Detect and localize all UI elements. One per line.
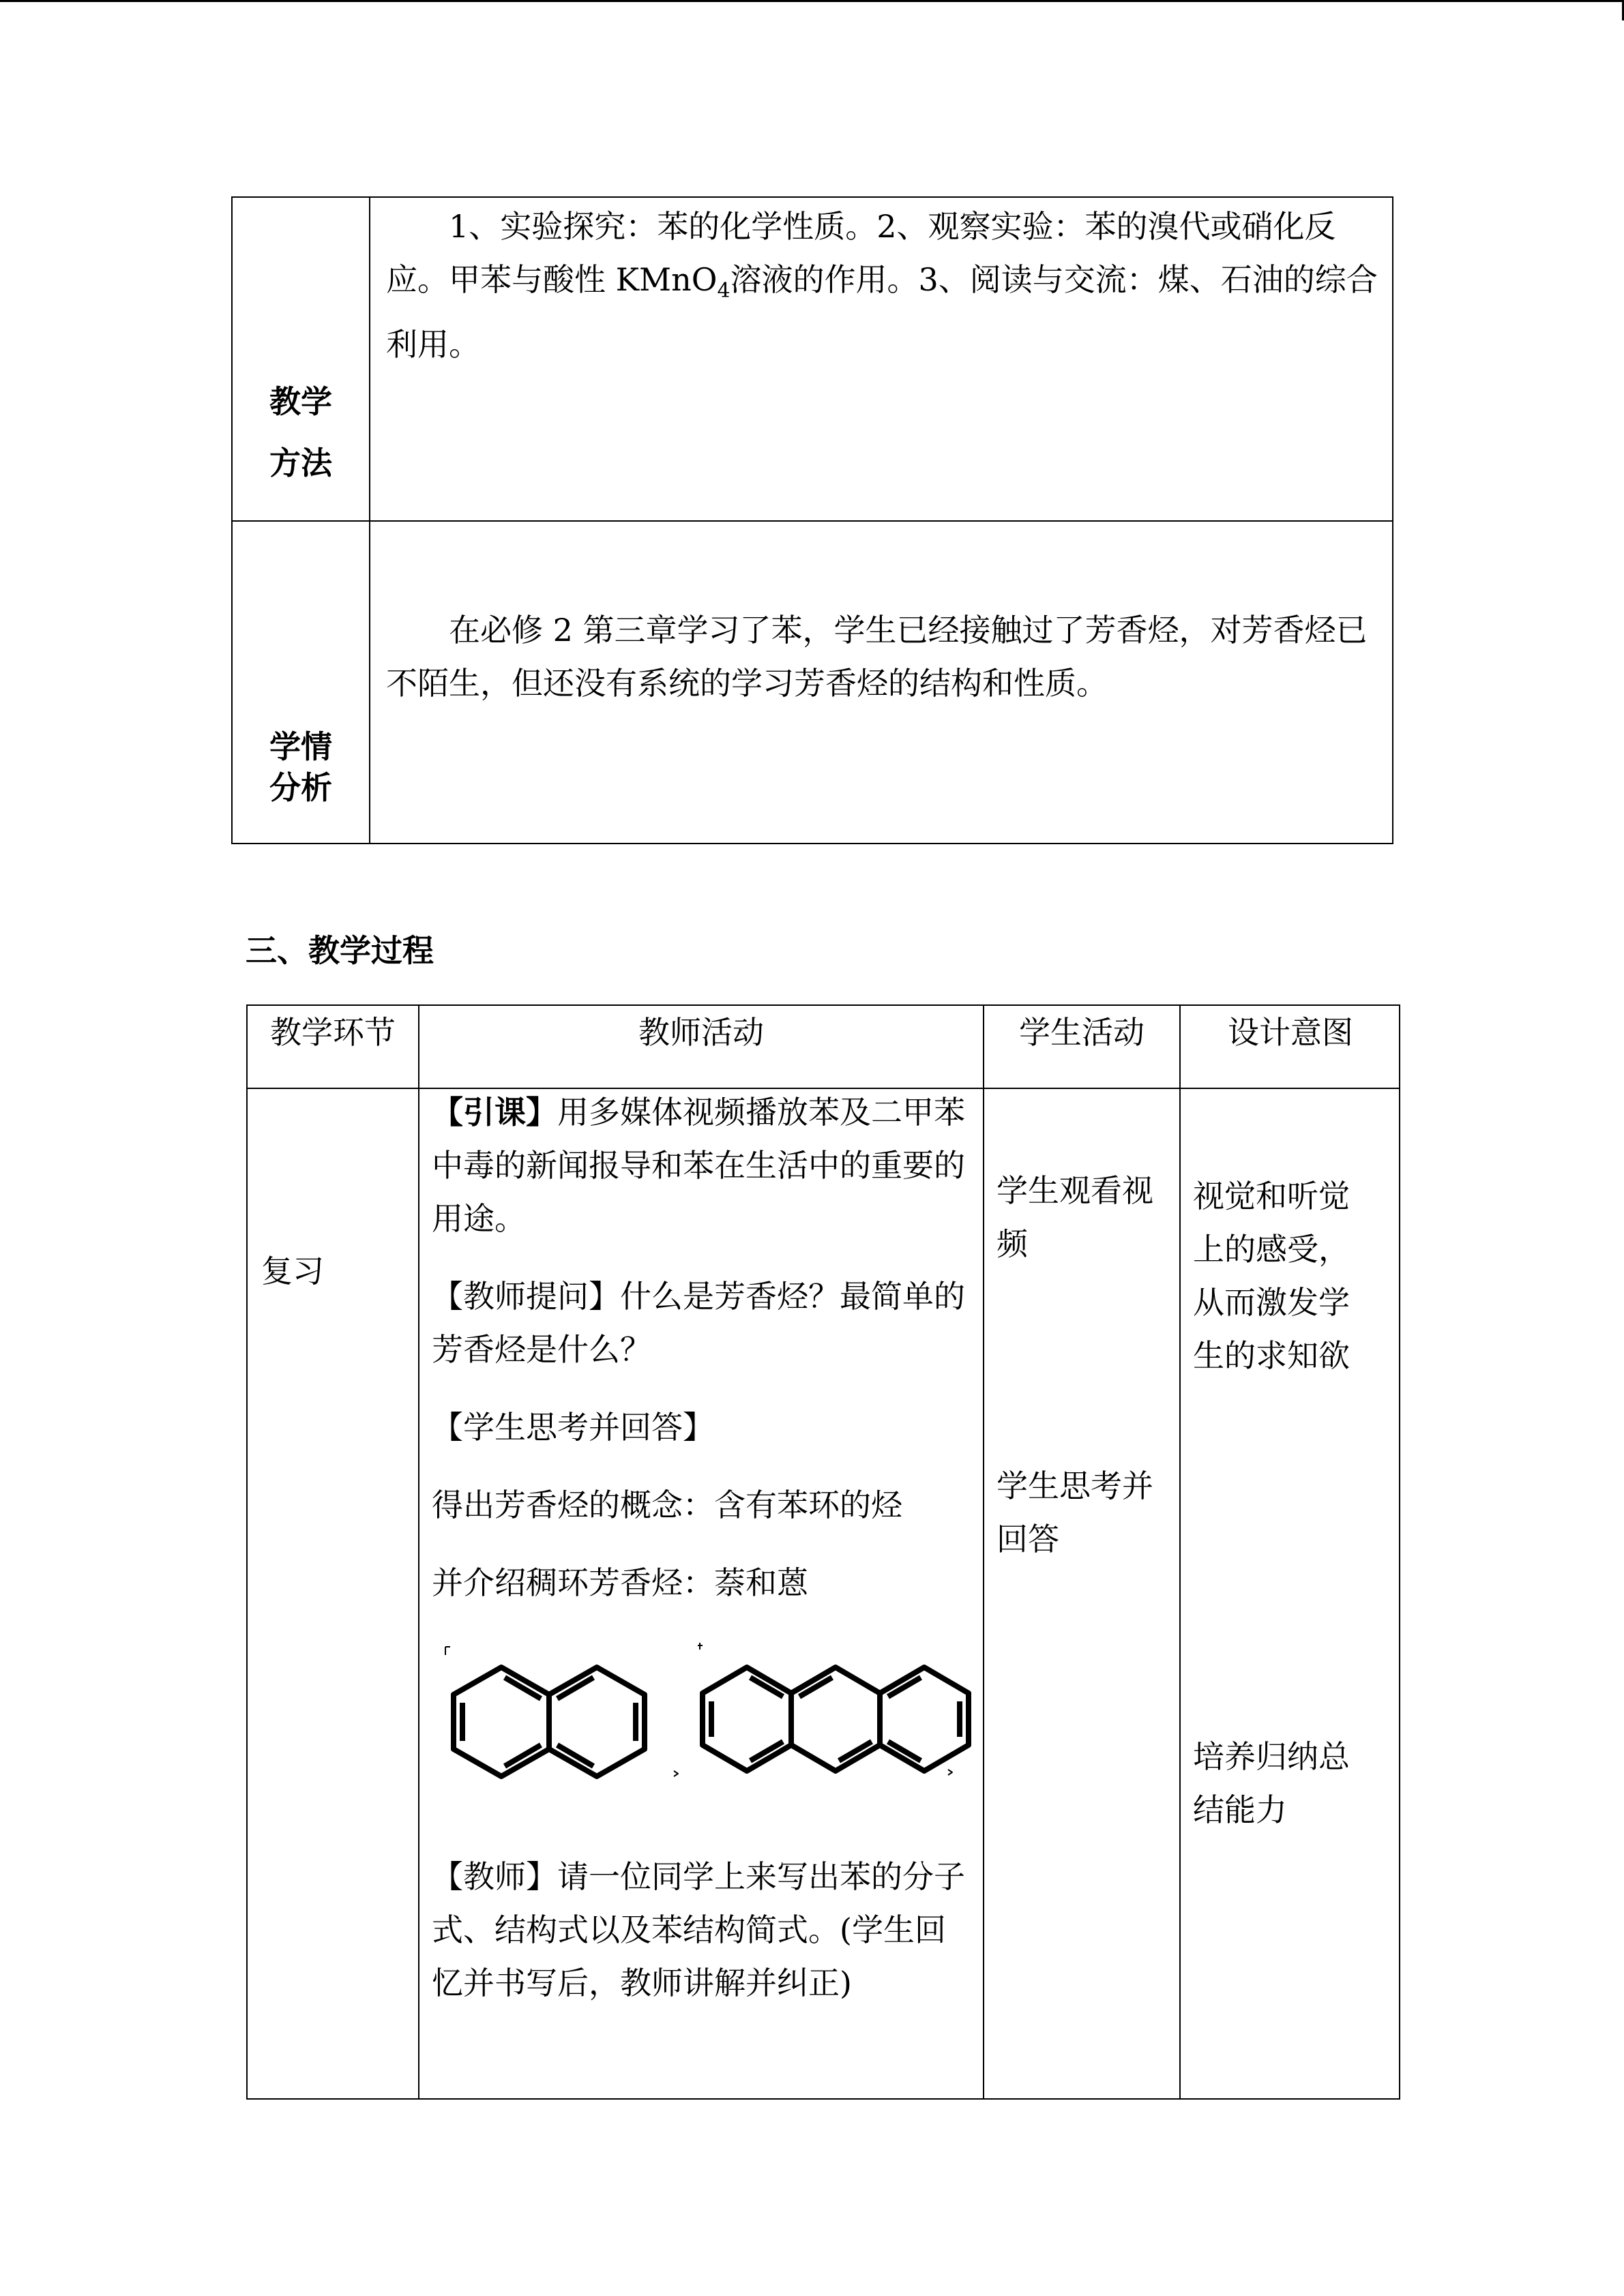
- teacher-paragraph-6: [432, 1850, 971, 2010]
- column-divider: [983, 1006, 984, 2098]
- tag-intro: 【引课】: [432, 1094, 557, 1131]
- label-line: 方法: [269, 445, 332, 481]
- header-student: 学生活动: [1019, 1014, 1145, 1051]
- student-analysis-text: 在必修 2 第三章学习了苯，学生已经接触过了芳香烃，对芳香烃已不陌生，但还没有系统的学习芳香烃的结构和性质。: [386, 612, 1368, 702]
- tag-teacher: 【教师】: [432, 1858, 557, 1895]
- teaching-process-table: [246, 1004, 1400, 2100]
- header-stage: 教学环节: [270, 1014, 396, 1051]
- design-intent-2: 培养归纳总结能力: [1193, 1738, 1350, 1828]
- teacher-paragraph: 【学生思考并回答】: [432, 1409, 714, 1446]
- column-divider: [418, 1006, 419, 2098]
- header-teacher: 教师活动: [638, 1014, 764, 1051]
- paragraph-text: 什么是芳香烃？最简单的芳香烃是什么？: [432, 1278, 965, 1368]
- page-top-border: [0, 0, 1624, 2]
- teacher-paragraph: [432, 1086, 971, 1245]
- method-text-part: 溶液的作用。3、阅读与交流：煤、石油的综合利用。: [386, 261, 1378, 363]
- header-intent: 设计意图: [1228, 1014, 1353, 1051]
- teaching-method-text: [386, 200, 1378, 371]
- design-intent-1: 视觉和听觉上的感受，从而激发学生的求知欲: [1193, 1178, 1350, 1374]
- anthracene-icon: [703, 1667, 969, 1771]
- stage-label: 复习: [261, 1253, 324, 1289]
- method-text-part: 1、实验探究：苯的化学性质。2、观察实验：苯的溴代或硝化反应。甲苯与酸性 KMnO: [386, 208, 1336, 298]
- teacher-paragraph: 并介绍稠环芳香烃：萘和蒽: [432, 1564, 808, 1601]
- label-teaching-method-2: [233, 423, 369, 503]
- naphthalene-icon: [454, 1667, 645, 1776]
- naphthalene-anthracene-diagram: [442, 1640, 974, 1831]
- teacher-activity: [432, 1086, 971, 1634]
- label-line: 学情: [269, 728, 332, 765]
- subscript: 4: [717, 279, 730, 303]
- column-divider: [1179, 1006, 1181, 2098]
- tag-question: 【教师提问】: [432, 1278, 620, 1315]
- teacher-paragraph: 得出芳香烃的概念：含有苯环的烃: [432, 1487, 902, 1523]
- teacher-paragraph: [432, 1270, 971, 1376]
- label-line: 教学: [269, 383, 332, 420]
- label-student-analysis-2: [233, 747, 369, 828]
- student-activity-2: 学生思考并回答: [996, 1467, 1153, 1557]
- label-line: 分析: [269, 769, 332, 806]
- student-activity-1: 学生观看视频: [996, 1172, 1153, 1262]
- section-heading: 三、教学过程: [246, 932, 434, 969]
- paragraph-text: 请一位同学上来写出苯的分子式、结构式以及苯结构简式。(学生回忆并书写后，教师讲解并纠正): [432, 1858, 965, 2001]
- teaching-method-table: [231, 196, 1393, 844]
- paragraph-text: 用多媒体视频播放苯及二甲苯中毒的新闻报导和苯在生活中的重要的用途。: [432, 1094, 965, 1237]
- table-divider: [233, 520, 1392, 522]
